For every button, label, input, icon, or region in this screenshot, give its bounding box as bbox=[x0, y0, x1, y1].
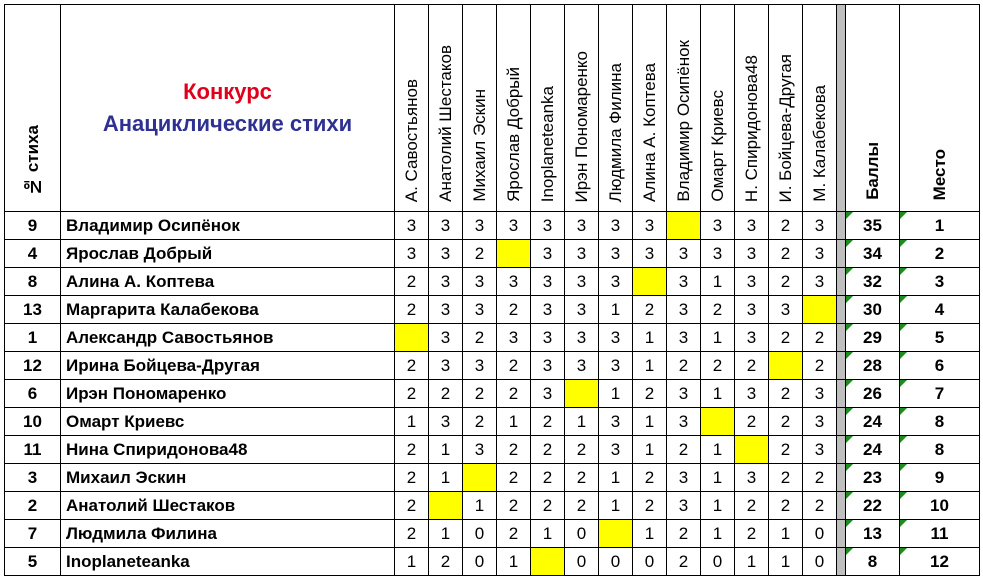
column-separator bbox=[837, 352, 846, 380]
score-cell: 1 bbox=[599, 492, 633, 520]
score-cell: 3 bbox=[667, 380, 701, 408]
score-cell: 2 bbox=[497, 492, 531, 520]
score-cell: 1 bbox=[769, 520, 803, 548]
score-cell: 1 bbox=[769, 548, 803, 576]
score-cell: 3 bbox=[463, 352, 497, 380]
column-separator bbox=[837, 296, 846, 324]
score-cell: 2 bbox=[531, 464, 565, 492]
table-row bbox=[5, 492, 980, 520]
score-cell: 3 bbox=[429, 268, 463, 296]
column-separator bbox=[837, 548, 846, 576]
score-cell: 2 bbox=[429, 380, 463, 408]
judge-name: Ирэн Пономаренко bbox=[571, 50, 591, 202]
score-cell: 1 bbox=[701, 492, 735, 520]
column-separator bbox=[837, 380, 846, 408]
score-cell: 3 bbox=[497, 324, 531, 352]
score-cell: 3 bbox=[633, 212, 667, 240]
score-cell: 2 bbox=[769, 268, 803, 296]
judge-name: Алина А. Коптева bbox=[639, 62, 659, 202]
score-cell: 3 bbox=[667, 296, 701, 324]
author-name: Inoplaneteanka bbox=[61, 548, 395, 576]
score-cell: 1 bbox=[633, 324, 667, 352]
score-cell: 3 bbox=[531, 324, 565, 352]
score-cell: 3 bbox=[735, 296, 769, 324]
score-cell: 2 bbox=[395, 296, 429, 324]
score-cell: 3 bbox=[565, 268, 599, 296]
score-cell: 3 bbox=[599, 408, 633, 436]
score-cell: 2 bbox=[633, 296, 667, 324]
judge-name: Ярослав Добрый bbox=[503, 67, 523, 202]
table-row bbox=[5, 408, 980, 436]
score-cell: 0 bbox=[803, 548, 837, 576]
score-cell: 3 bbox=[667, 492, 701, 520]
judge-header-1 bbox=[395, 5, 429, 212]
header-row bbox=[5, 5, 980, 212]
score-cell: 2 bbox=[769, 212, 803, 240]
poem-number: 2 bbox=[5, 492, 61, 520]
score-cell: 2 bbox=[735, 520, 769, 548]
score-cell: 1 bbox=[599, 380, 633, 408]
score-cell: 2 bbox=[769, 380, 803, 408]
score-cell: 3 bbox=[599, 436, 633, 464]
score-cell: 2 bbox=[633, 464, 667, 492]
judge-name: А. Савостьянов bbox=[401, 78, 421, 202]
poem-number: 1 bbox=[5, 324, 61, 352]
place-value: 2 bbox=[900, 240, 980, 268]
poem-number: 13 bbox=[5, 296, 61, 324]
score-cell: 2 bbox=[565, 492, 599, 520]
score-header-label: Баллы bbox=[862, 142, 882, 200]
score-cell: 2 bbox=[735, 408, 769, 436]
score-cell: 3 bbox=[803, 268, 837, 296]
judge-name: И. Бойцева-Другая bbox=[775, 53, 795, 202]
place-value: 4 bbox=[900, 296, 980, 324]
score-cell: 3 bbox=[599, 352, 633, 380]
author-name: Алина А. Коптева bbox=[61, 268, 395, 296]
judge-header-4 bbox=[497, 5, 531, 212]
score-cell: 1 bbox=[395, 548, 429, 576]
place-value: 8 bbox=[900, 408, 980, 436]
total-score: 34 bbox=[846, 240, 900, 268]
author-name: Омарт Криевс bbox=[61, 408, 395, 436]
score-cell: 3 bbox=[599, 240, 633, 268]
score-cell: 2 bbox=[463, 380, 497, 408]
score-cell: 3 bbox=[667, 464, 701, 492]
place-value: 9 bbox=[900, 464, 980, 492]
score-cell: 3 bbox=[769, 296, 803, 324]
score-cell: 2 bbox=[497, 464, 531, 492]
column-separator bbox=[837, 268, 846, 296]
score-cell: 3 bbox=[429, 240, 463, 268]
place-header bbox=[900, 5, 980, 212]
score-cell: 3 bbox=[565, 352, 599, 380]
score-cell: 1 bbox=[633, 436, 667, 464]
score-cell: 2 bbox=[531, 436, 565, 464]
self-vote-cell bbox=[429, 492, 463, 520]
total-score: 28 bbox=[846, 352, 900, 380]
table-row bbox=[5, 352, 980, 380]
place-value: 5 bbox=[900, 324, 980, 352]
score-cell: 3 bbox=[633, 240, 667, 268]
score-cell: 1 bbox=[565, 408, 599, 436]
poem-number: 5 bbox=[5, 548, 61, 576]
score-cell: 2 bbox=[701, 296, 735, 324]
score-cell: 3 bbox=[429, 296, 463, 324]
score-cell: 3 bbox=[531, 268, 565, 296]
score-cell: 2 bbox=[497, 520, 531, 548]
total-score: 22 bbox=[846, 492, 900, 520]
score-cell: 3 bbox=[667, 324, 701, 352]
total-score: 24 bbox=[846, 408, 900, 436]
contest-subtitle: Анациклические стихи bbox=[102, 111, 353, 136]
score-cell: 3 bbox=[803, 380, 837, 408]
judge-header-5 bbox=[531, 5, 565, 212]
score-cell: 2 bbox=[667, 352, 701, 380]
score-cell: 0 bbox=[463, 548, 497, 576]
score-cell: 2 bbox=[463, 324, 497, 352]
score-cell: 2 bbox=[395, 492, 429, 520]
table-row bbox=[5, 324, 980, 352]
score-cell: 2 bbox=[395, 268, 429, 296]
score-cell: 3 bbox=[531, 352, 565, 380]
column-separator bbox=[837, 520, 846, 548]
column-separator bbox=[837, 408, 846, 436]
place-value: 7 bbox=[900, 380, 980, 408]
score-cell: 2 bbox=[395, 520, 429, 548]
author-name: Ирина Бойцева-Другая bbox=[61, 352, 395, 380]
table-row bbox=[5, 436, 980, 464]
score-cell: 3 bbox=[565, 324, 599, 352]
contest-title: Конкурс bbox=[183, 79, 272, 104]
judge-header-6 bbox=[565, 5, 599, 212]
score-cell: 3 bbox=[565, 212, 599, 240]
judge-header-9 bbox=[667, 5, 701, 212]
column-separator bbox=[837, 464, 846, 492]
table-row bbox=[5, 212, 980, 240]
score-cell: 3 bbox=[565, 240, 599, 268]
author-name: Александр Савостьянов bbox=[61, 324, 395, 352]
score-cell: 2 bbox=[769, 436, 803, 464]
score-cell: 2 bbox=[531, 408, 565, 436]
score-cell: 1 bbox=[429, 464, 463, 492]
judge-name: Михаил Эскин bbox=[469, 89, 489, 202]
score-cell: 3 bbox=[531, 380, 565, 408]
score-cell: 1 bbox=[497, 408, 531, 436]
judge-name: Анатолий Шестаков bbox=[435, 45, 455, 202]
judge-name: Людмила Филина bbox=[605, 62, 625, 202]
poem-number: 3 bbox=[5, 464, 61, 492]
judge-header-8 bbox=[633, 5, 667, 212]
author-name: Людмила Филина bbox=[61, 520, 395, 548]
poem-number: 9 bbox=[5, 212, 61, 240]
score-cell: 3 bbox=[395, 212, 429, 240]
judge-header-3 bbox=[463, 5, 497, 212]
place-value: 11 bbox=[900, 520, 980, 548]
total-score: 26 bbox=[846, 380, 900, 408]
score-cell: 3 bbox=[735, 324, 769, 352]
total-score: 8 bbox=[846, 548, 900, 576]
score-cell: 3 bbox=[531, 296, 565, 324]
score-cell: 2 bbox=[565, 464, 599, 492]
score-cell: 3 bbox=[599, 268, 633, 296]
score-header bbox=[846, 5, 900, 212]
score-cell: 1 bbox=[701, 436, 735, 464]
score-cell: 2 bbox=[531, 492, 565, 520]
self-vote-cell bbox=[735, 436, 769, 464]
judge-header-13 bbox=[803, 5, 837, 212]
author-name: Нина Спиридонова48 bbox=[61, 436, 395, 464]
score-cell: 1 bbox=[701, 324, 735, 352]
table-row bbox=[5, 548, 980, 576]
self-vote-cell bbox=[667, 212, 701, 240]
score-cell: 3 bbox=[803, 408, 837, 436]
score-cell: 3 bbox=[463, 268, 497, 296]
results-body bbox=[5, 5, 980, 576]
score-cell: 3 bbox=[395, 240, 429, 268]
score-cell: 2 bbox=[497, 352, 531, 380]
self-vote-cell bbox=[497, 240, 531, 268]
self-vote-cell bbox=[803, 296, 837, 324]
author-name: Ярослав Добрый bbox=[61, 240, 395, 268]
score-cell: 3 bbox=[599, 212, 633, 240]
score-cell: 3 bbox=[429, 408, 463, 436]
place-header-label: Место bbox=[929, 148, 949, 200]
total-score: 13 bbox=[846, 520, 900, 548]
score-cell: 1 bbox=[531, 520, 565, 548]
score-cell: 2 bbox=[633, 492, 667, 520]
score-cell: 2 bbox=[769, 492, 803, 520]
score-cell: 3 bbox=[803, 212, 837, 240]
place-value: 6 bbox=[900, 352, 980, 380]
score-cell: 2 bbox=[633, 380, 667, 408]
self-vote-cell bbox=[701, 408, 735, 436]
score-cell: 0 bbox=[701, 548, 735, 576]
score-cell: 3 bbox=[463, 436, 497, 464]
score-cell: 2 bbox=[735, 352, 769, 380]
score-cell: 2 bbox=[735, 492, 769, 520]
score-cell: 3 bbox=[565, 296, 599, 324]
score-cell: 2 bbox=[565, 436, 599, 464]
poem-number: 6 bbox=[5, 380, 61, 408]
self-vote-cell bbox=[565, 380, 599, 408]
judge-name: М. Калабекова bbox=[809, 85, 829, 202]
score-cell: 2 bbox=[701, 352, 735, 380]
score-cell: 1 bbox=[429, 520, 463, 548]
score-cell: 1 bbox=[599, 296, 633, 324]
score-cell: 1 bbox=[497, 548, 531, 576]
self-vote-cell bbox=[463, 464, 497, 492]
poem-number: 4 bbox=[5, 240, 61, 268]
results-table bbox=[4, 4, 980, 576]
score-cell: 2 bbox=[463, 240, 497, 268]
score-cell: 3 bbox=[667, 240, 701, 268]
score-cell: 2 bbox=[667, 436, 701, 464]
score-cell: 2 bbox=[803, 324, 837, 352]
table-row bbox=[5, 380, 980, 408]
self-vote-cell bbox=[769, 352, 803, 380]
table-row bbox=[5, 268, 980, 296]
score-cell: 3 bbox=[429, 324, 463, 352]
score-cell: 2 bbox=[395, 380, 429, 408]
column-separator bbox=[837, 324, 846, 352]
score-cell: 2 bbox=[667, 548, 701, 576]
score-cell: 3 bbox=[531, 240, 565, 268]
score-cell: 1 bbox=[701, 380, 735, 408]
score-cell: 2 bbox=[497, 380, 531, 408]
column-separator bbox=[837, 436, 846, 464]
score-cell: 2 bbox=[395, 436, 429, 464]
total-score: 29 bbox=[846, 324, 900, 352]
column-separator bbox=[837, 5, 846, 212]
score-cell: 1 bbox=[633, 352, 667, 380]
judge-name: Inoplaneteanka bbox=[537, 85, 557, 202]
score-cell: 1 bbox=[395, 408, 429, 436]
score-cell: 2 bbox=[803, 492, 837, 520]
judge-header-12 bbox=[769, 5, 803, 212]
self-vote-cell bbox=[531, 548, 565, 576]
score-cell: 3 bbox=[701, 212, 735, 240]
table-row bbox=[5, 240, 980, 268]
score-cell: 2 bbox=[769, 464, 803, 492]
score-cell: 0 bbox=[803, 520, 837, 548]
score-cell: 0 bbox=[599, 548, 633, 576]
score-cell: 1 bbox=[429, 436, 463, 464]
judge-name: Владимир Осипёнок bbox=[673, 40, 693, 202]
score-cell: 3 bbox=[735, 240, 769, 268]
table-row bbox=[5, 464, 980, 492]
score-cell: 1 bbox=[701, 464, 735, 492]
score-cell: 0 bbox=[633, 548, 667, 576]
poem-number: 12 bbox=[5, 352, 61, 380]
judge-header-11 bbox=[735, 5, 769, 212]
column-separator bbox=[837, 240, 846, 268]
author-name: Маргарита Калабекова bbox=[61, 296, 395, 324]
judge-header-7 bbox=[599, 5, 633, 212]
place-value: 8 bbox=[900, 436, 980, 464]
author-name: Ирэн Пономаренко bbox=[61, 380, 395, 408]
score-cell: 3 bbox=[429, 212, 463, 240]
score-cell: 3 bbox=[463, 212, 497, 240]
poem-number-header-label: № стиха bbox=[22, 125, 42, 196]
score-cell: 1 bbox=[701, 520, 735, 548]
score-cell: 1 bbox=[599, 464, 633, 492]
score-cell: 2 bbox=[803, 464, 837, 492]
score-cell: 2 bbox=[667, 520, 701, 548]
score-cell: 3 bbox=[735, 464, 769, 492]
score-cell: 1 bbox=[633, 520, 667, 548]
total-score: 30 bbox=[846, 296, 900, 324]
score-cell: 3 bbox=[497, 268, 531, 296]
judge-name: Омарт Криевс bbox=[707, 90, 727, 202]
score-cell: 2 bbox=[769, 324, 803, 352]
self-vote-cell bbox=[599, 520, 633, 548]
score-cell: 3 bbox=[463, 296, 497, 324]
total-score: 32 bbox=[846, 268, 900, 296]
judge-name: Н. Спиридонова48 bbox=[741, 54, 761, 202]
judge-header-2 bbox=[429, 5, 463, 212]
score-cell: 3 bbox=[599, 324, 633, 352]
column-separator bbox=[837, 492, 846, 520]
poem-number-header bbox=[5, 5, 61, 212]
total-score: 23 bbox=[846, 464, 900, 492]
score-cell: 2 bbox=[769, 408, 803, 436]
score-cell: 0 bbox=[565, 548, 599, 576]
column-separator bbox=[837, 212, 846, 240]
self-vote-cell bbox=[395, 324, 429, 352]
author-name: Михаил Эскин bbox=[61, 464, 395, 492]
score-cell: 1 bbox=[463, 492, 497, 520]
score-cell: 1 bbox=[701, 268, 735, 296]
score-cell: 3 bbox=[429, 352, 463, 380]
score-cell: 3 bbox=[735, 212, 769, 240]
poem-number: 10 bbox=[5, 408, 61, 436]
place-value: 10 bbox=[900, 492, 980, 520]
score-cell: 2 bbox=[497, 296, 531, 324]
score-cell: 3 bbox=[803, 436, 837, 464]
score-cell: 2 bbox=[429, 548, 463, 576]
author-name: Анатолий Шестаков bbox=[61, 492, 395, 520]
score-cell: 3 bbox=[667, 268, 701, 296]
total-score: 24 bbox=[846, 436, 900, 464]
place-value: 12 bbox=[900, 548, 980, 576]
score-cell: 2 bbox=[803, 352, 837, 380]
score-cell: 0 bbox=[463, 520, 497, 548]
score-cell: 0 bbox=[565, 520, 599, 548]
score-cell: 1 bbox=[735, 548, 769, 576]
score-cell: 3 bbox=[735, 380, 769, 408]
score-cell: 2 bbox=[395, 352, 429, 380]
score-cell: 2 bbox=[395, 464, 429, 492]
score-cell: 3 bbox=[701, 240, 735, 268]
self-vote-cell bbox=[633, 268, 667, 296]
table-row bbox=[5, 520, 980, 548]
score-cell: 3 bbox=[497, 212, 531, 240]
score-cell: 2 bbox=[769, 240, 803, 268]
score-cell: 3 bbox=[667, 408, 701, 436]
judge-header-10 bbox=[701, 5, 735, 212]
table-row bbox=[5, 296, 980, 324]
poem-number: 7 bbox=[5, 520, 61, 548]
score-cell: 2 bbox=[463, 408, 497, 436]
score-cell: 1 bbox=[633, 408, 667, 436]
score-cell: 2 bbox=[497, 436, 531, 464]
contest-title-cell bbox=[61, 5, 395, 212]
score-cell: 3 bbox=[531, 212, 565, 240]
total-score: 35 bbox=[846, 212, 900, 240]
score-cell: 3 bbox=[803, 240, 837, 268]
score-cell: 3 bbox=[735, 268, 769, 296]
place-value: 1 bbox=[900, 212, 980, 240]
poem-number: 11 bbox=[5, 436, 61, 464]
author-name: Владимир Осипёнок bbox=[61, 212, 395, 240]
place-value: 3 bbox=[900, 268, 980, 296]
poem-number: 8 bbox=[5, 268, 61, 296]
